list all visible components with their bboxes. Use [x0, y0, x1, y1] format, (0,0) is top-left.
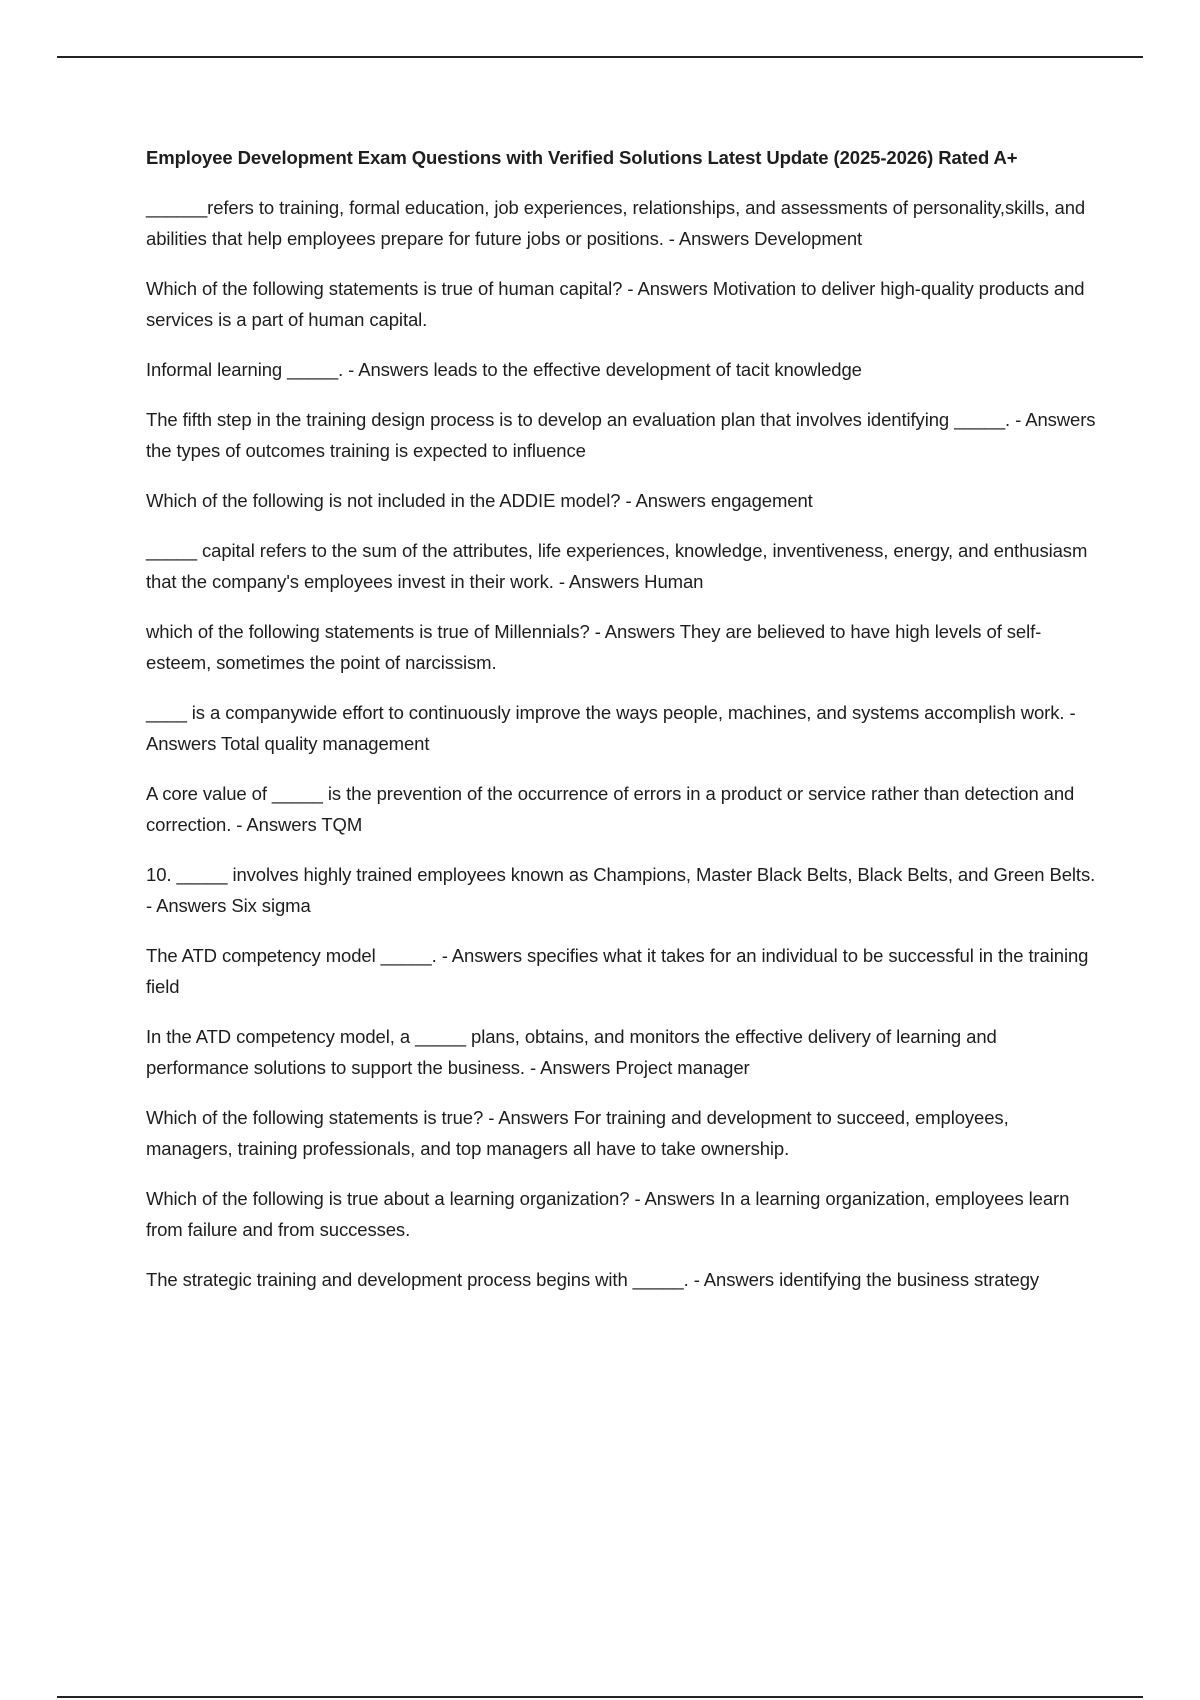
qa-item: _____ capital refers to the sum of the attributes, life experiences, knowledge, inventiveness, energy, and enthusiasm that the company's employees invest in their work. - Answers Human [146, 540, 1088, 592]
qa-item: The fifth step in the training design process is to develop an evaluation plan that involves identifying _____. - Answers the types of outcomes training is expected to influence [146, 409, 1096, 461]
qa-item: The ATD competency model _____. - Answers specifies what it takes for an individual to be successful in the training field [146, 945, 1089, 997]
qa-item: Which of the following statements is true of human capital? - Answers Motivation to deliver high-quality products and services is a part of human capital. [146, 278, 1085, 330]
qa-item: ______refers to training, formal education, job experiences, relationships, and assessments of personality,skills, and abilities that help employees prepare for future jobs or positions. - Answers Development [146, 197, 1086, 249]
qa-item: The strategic training and development process begins with _____. - Answers identifying the business strategy [146, 1269, 1040, 1290]
qa-item: Which of the following is not included in the ADDIE model? - Answers engagement [146, 490, 813, 511]
qa-item: ____ is a companywide effort to continuously improve the ways people, machines, and systems accomplish work. - Answers Total quality management [146, 702, 1076, 754]
qa-item: A core value of _____ is the prevention of the occurrence of errors in a product or service rather than detection and correction. - Answers TQM [146, 783, 1075, 835]
qa-item: Which of the following statements is true? - Answers For training and development to succeed, employees, managers, training professionals, and top managers all have to take ownership. [146, 1107, 1009, 1159]
document-body [146, 146, 1096, 1314]
qa-item: Which of the following is true about a learning organization? - Answers In a learning organization, employees learn from failure and from successes. [146, 1188, 1070, 1240]
qa-item: which of the following statements is true of Millennials? - Answers They are believed to have high levels of self-esteem, sometimes the point of narcissism. [146, 621, 1042, 673]
footer-rule [57, 1696, 1143, 1698]
header-rule [57, 56, 1143, 58]
qa-item: In the ATD competency model, a _____ plans, obtains, and monitors the effective delivery of learning and performance solutions to support the business. - Answers Project manager [146, 1026, 997, 1078]
qa-item: 10. _____ involves highly trained employees known as Champions, Master Black Belts, Black Belts, and Green Belts. - Answers Six sigma [146, 864, 1096, 916]
qa-item: Informal learning _____. - Answers leads to the effective development of tacit knowledge [146, 359, 862, 380]
document-title: Employee Development Exam Questions with Verified Solutions Latest Update (2025-2026) Rated A+ [146, 147, 1018, 168]
